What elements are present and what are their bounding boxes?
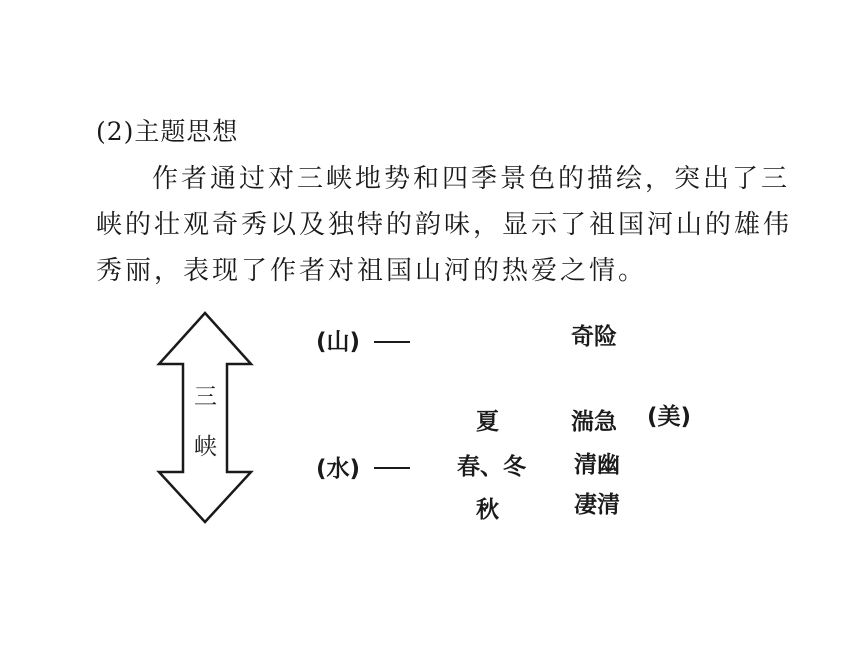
water-label: (水): [316, 456, 361, 482]
season-spring-winter: 春、冬: [457, 454, 526, 480]
paragraph-line-1: 作者通过对三峡地势和四季景色的描绘，突出了三: [152, 164, 791, 194]
beauty-label: (美): [647, 404, 692, 430]
mountain-label: (山): [316, 329, 361, 355]
feature-desolate: 凄清: [574, 492, 620, 518]
double-arrow-icon: [155, 310, 255, 525]
season-summer: 夏: [476, 409, 499, 435]
mountain-feature: 奇险: [571, 324, 617, 350]
season-autumn: 秋: [476, 497, 499, 523]
mountain-dash: [374, 341, 410, 343]
feature-clear-quiet: 清幽: [574, 452, 620, 478]
arrow-char-xia: 峡: [194, 434, 217, 460]
feature-turbulent: 湍急: [571, 409, 617, 435]
section-heading: (2)主题思想: [96, 117, 239, 146]
paragraph-line-2: 峡的壮观奇秀以及独特的韵味，显示了祖国河山的雄伟: [96, 210, 793, 240]
arrow-char-san: 三: [194, 384, 217, 410]
water-dash: [374, 467, 410, 469]
paragraph-line-3: 秀丽，表现了作者对祖国山河的热爱之情。: [96, 256, 648, 286]
